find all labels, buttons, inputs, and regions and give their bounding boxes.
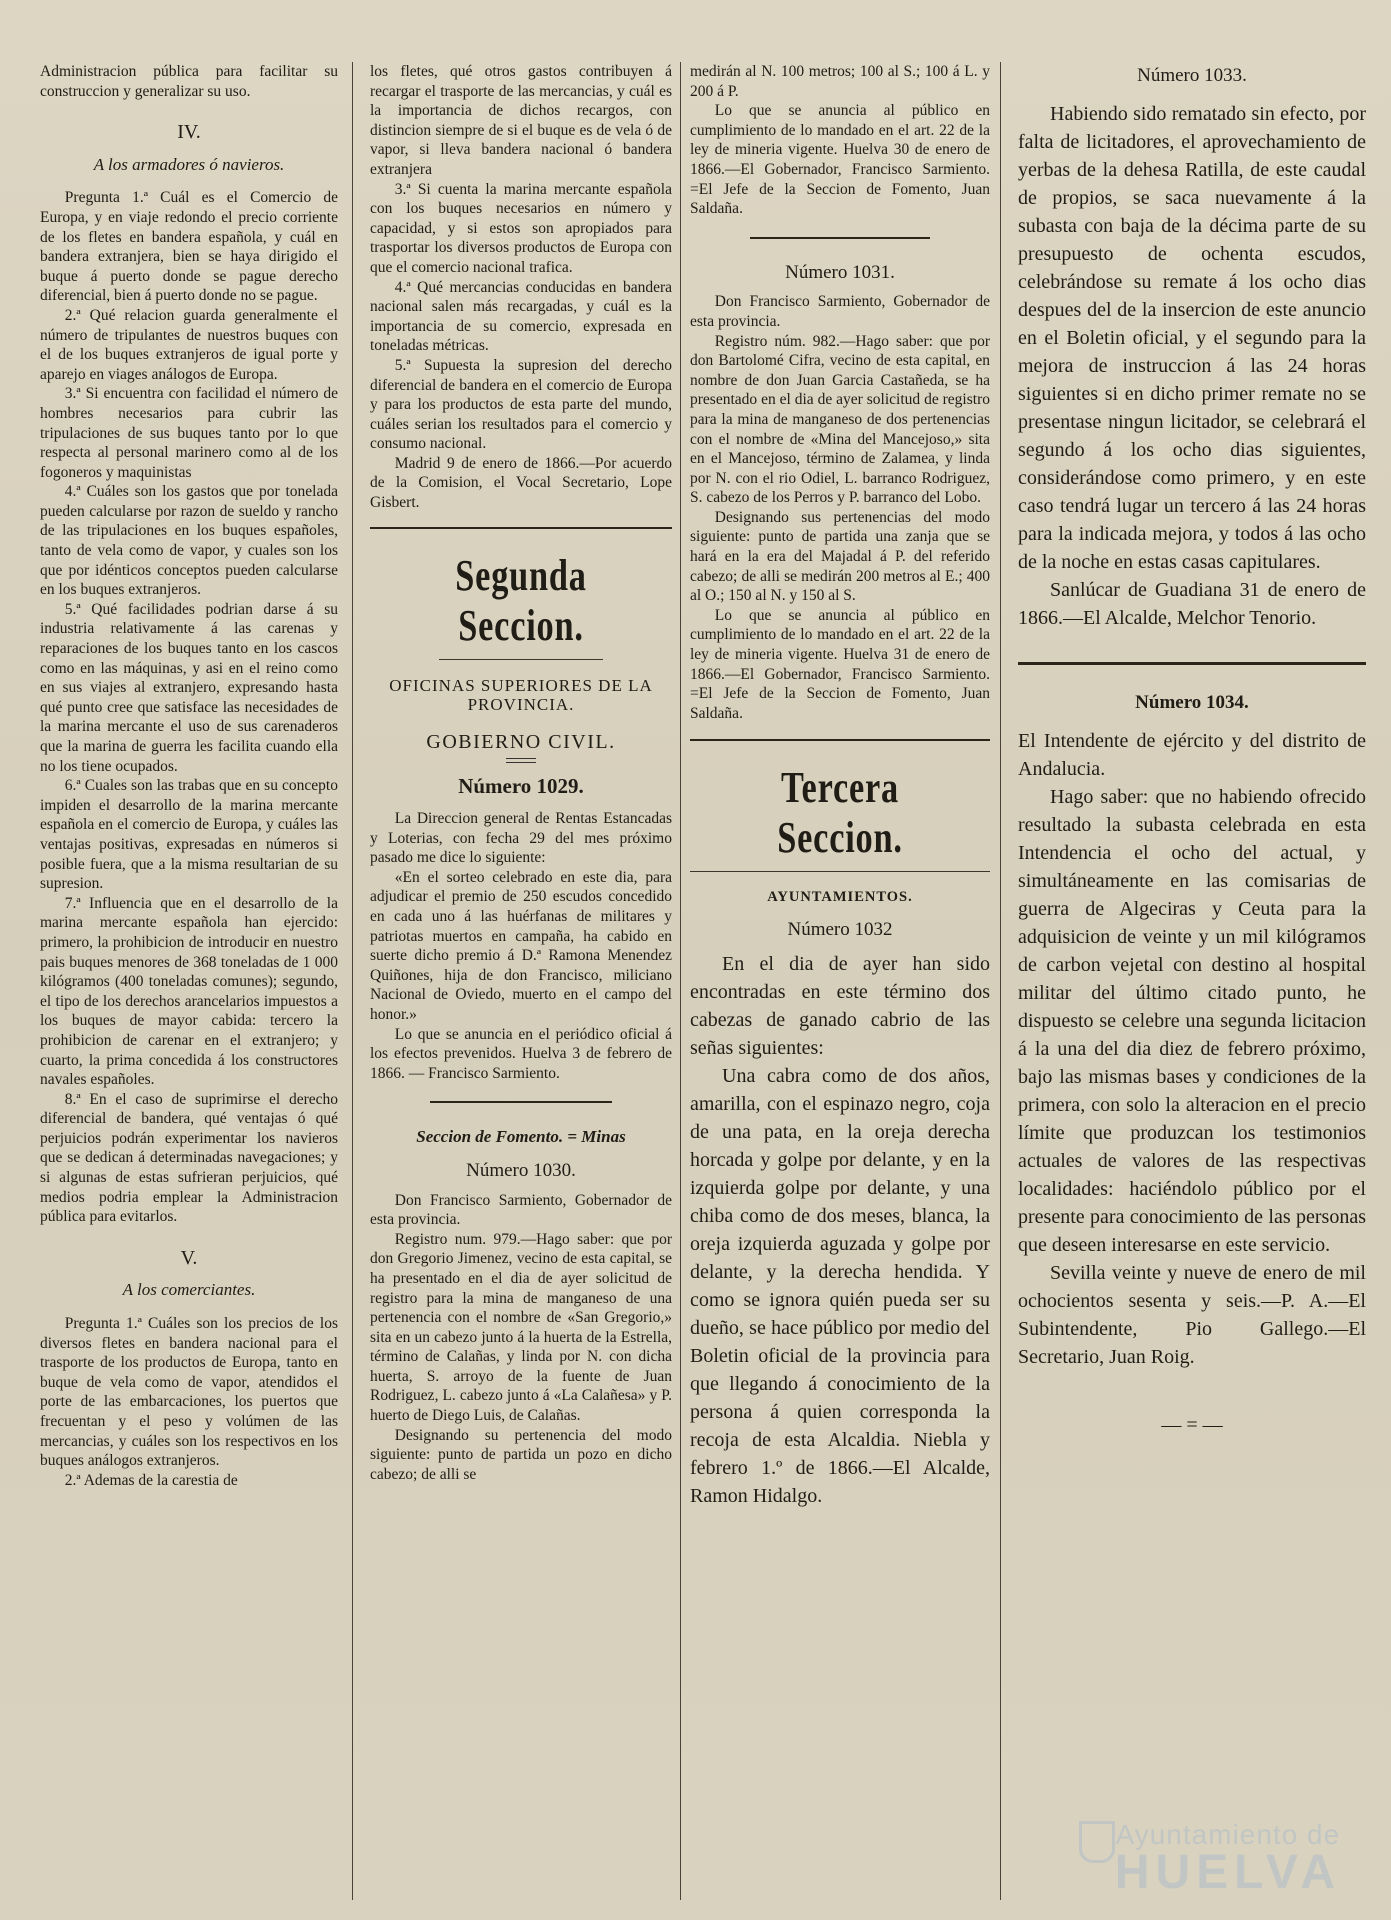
signature: Madrid 9 de enero de 1866.—Por acuerdo de la Comision, el Vocal Secretario, Lope Gisbert. (370, 454, 672, 512)
paragraph: Hago saber: que no habiendo ofrecido resultado la subasta celebrada en esta Intendencia el ocho del actual, y simultáneamente en las comisarias de guerra de Algeciras y Ceuta para la adquisicion de veinte y un mil kilógramos de carbon vejetal con destino al hospital militar del último citado punto, he dispuesto se celebre una segunda licitacion á la una del dia diez de febrero próximo, bajo las mismas bases y condiciones de la primera, con solo la alteracion en el precio límite que produzcan los testimonios actuales de valores de las respectivas localidades: haciéndolo público por el presente para conocimiento de las personas que deseen interesarse en este servicio. (1018, 786, 1366, 1256)
paragraph: 2.ª Qué relacion guarda generalmente el número de tripulantes de nuestros buques con el de los buques extranjeros de igual porte y aparejo en viages análogos de Europa. (40, 306, 338, 383)
section-heading: Segunda Seccion. (455, 550, 587, 650)
paragraph: En el dia de ayer han sido encontradas en este término dos cabezas de ganado cabrio de las señas siguientes: (690, 952, 990, 1059)
paragraph: 7.ª Influencia que en el desarrollo de la marina mercante española han ejercido: primero, la prohibicion de introducir en nuestro pais buques menores de 368 toneladas de 1 000 kilógramos (400 toneladas comunes); segundo, el tipo de los derechos arancelarios impuestos a los buques de mayor cabida: tercero la prohibicion de carenar en el extranjero; y cuarto, la prima concedida á los constructores navales españoles. (40, 894, 338, 1089)
divider (506, 758, 536, 763)
paragraph: Administracion pública para facilitar su construccion y generalizar su uso. (40, 63, 338, 100)
column-rule (680, 62, 681, 1900)
paragraph: 6.ª Cuales son las trabas que en su concepto impiden el desarrollo de la marina mercante española en el comercio de Europa, y cuáles las ventajas positivas, expresadas en números si posible fuera, que a la misma resultarian de su supresion. (40, 777, 338, 893)
section-subtitle: Seccion de Fomento. = Minas (416, 1127, 626, 1147)
paragraph: 8.ª En el caso de suprimirse el derecho diferencial de bandera, qué ventajas ó qué perjuicios podrán experimentar los navieros que se dedican á determinadas navegaciones; y si algunas de estas sufrieran perjuicios, qué medios podria emplear la Administracion pública para evitarlos. (40, 1090, 338, 1226)
paragraph: Designando su pertenencia del modo siguiente: punto de partida un pozo en dicho cabezo; de alli se (370, 1426, 672, 1483)
office-heading: GOBIERNO CIVIL. (426, 730, 616, 753)
paragraph: 2.ª Ademas de la carestia de (64, 1471, 238, 1489)
paragraph: El Intendente de ejército y del distrito de Andalucia. (1018, 730, 1366, 780)
column-4 (1018, 62, 1366, 1900)
ornament-divider (439, 659, 602, 660)
watermark-line: Ayuntamiento de (1115, 1819, 1341, 1850)
paragraph: Sanlúcar de Guadiana 31 de enero de 1866.—El Alcalde, Melchor Tenorio. (1018, 579, 1366, 629)
paragraph: Lo que se anuncia al público en cumplimiento de lo mandado en el art. 22 de la ley de mineria vigente. Huelva 30 de enero de 1866.—El Gobernador, Francisco Sarmiento. =El Jefe de la Seccion de Fomento, Juan Saldaña. (690, 102, 990, 218)
end-ornament: — = — (1161, 1414, 1223, 1436)
watermark-title: HUELVA (1114, 1846, 1341, 1899)
paragraph: Habiendo sido rematado sin efecto, por falta de licitadores, el aprovechamiento de yerbas de la dehesa Ratilla, de este caudal de propios, se saca nuevamente á la subasta con baja de la décima parte de su presupuesto de ochenta escudos, celebrándose su remate á los ocho dias despues del de la insercion de este anuncio en el Boletin oficial, y el segundo para la mejora de instruccion á las 24 horas siguientes si en dicho primer remate no se presentase ningun licitador, se celebrará el segundo á los ocho dias siguientes, considerándose como primero, y en este caso tendrá lugar un tercero á las 24 horas para la indicada mejora, y todos á las ocho de la noche en estas casas capitulares. (1018, 103, 1366, 573)
paragraph: Don Francisco Sarmiento, Gobernador de esta provincia. (370, 1191, 672, 1229)
paragraph: Lo que se anuncia en el periódico oficial á los efectos prevenidos. Huelva 3 de febrero de 1866. — Francisco Sarmiento. (370, 1025, 672, 1082)
office-heading: OFICINAS SUPERIORES DE LA PROVINCIA. (389, 675, 653, 715)
column-1 (40, 62, 338, 1900)
divider (690, 739, 990, 741)
section-number: V. (180, 1246, 198, 1269)
shield-icon (1079, 1821, 1115, 1863)
paragraph: Sevilla veinte y nueve de enero de mil ochocientos sesenta y seis.—P. A.—El Subintendente, Pio Gallego.—El Secretario, Juan Roig. (1018, 1262, 1366, 1368)
column-3 (690, 62, 990, 1900)
paragraph: 4.ª Qué mercancias conducidas en bandera nacional salen más recargadas, y cuál es la importancia de su comercio, expresada en toneladas métricas. (370, 278, 672, 355)
notice-number: Número 1032 (787, 919, 893, 940)
column-rule (1000, 62, 1001, 1900)
paragraph: Pregunta 1.ª Cuál es el Comercio de Europa, y en viaje redondo el precio corriente de los fletes en bandera española, y cuál en bandera extranjera, bien se haya dirigido el buque á puerto donde se pague derecho diferencial, bien á puerto donde no se pague. (40, 189, 338, 305)
column-2 (370, 62, 672, 1900)
paragraph: Registro num. 979.—Hago saber: que por don Gregorio Jimenez, vecino de esta capital, se ha presentado en el dia de ayer solicitud de registro para la mina de manganeso de una pertenencia con el nombre de «San Gregorio,» sita en un cabezo junto á la huerta de la Estrella, término de Calañas, y linda por N. con dicha huerta, S. arroyo de la fuente de Juan Rodriguez, L. cabezo junto á «La Calañesa» y P. huerto de Diego Luis, de Calañas. (370, 1230, 672, 1425)
section-subtitle: A los comerciantes. (122, 1280, 256, 1300)
paragraph: 5.ª Supuesta la supresion del derecho diferencial de bandera en el comercio de Europa y para los productos de esta parte del mundo, cuáles serian los resultados para el comercio y consumo nacional. (370, 356, 672, 453)
notice-number: Número 1031. (785, 261, 895, 283)
paragraph: medirán al N. 100 metros; 100 al S.; 100 á L. y 200 á P. (690, 63, 990, 100)
divider (750, 237, 930, 239)
divider (690, 871, 990, 872)
paragraph: La Direccion general de Rentas Estancadas y Loterias, con fecha 29 del mes próximo pasado me dice lo siguiente: (370, 810, 672, 867)
notice-number: Número 1030. (466, 1159, 576, 1181)
column-rule (352, 62, 353, 1900)
notice-number: Número 1033. (1137, 65, 1247, 86)
paragraph: Una cabra como de dos años, amarilla, con el espinazo negro, coja de una pata, en la oreja derecha horcada y golpe por delante, y en la izquierda golpe por delante, y una chiba como de dos meses, blanca, la oreja izquierda aguzada y golpe por delante, y la derecha hendida. Y como se ignora quién pueda ser su dueño, se hace público por medio del Boletin oficial de la provincia para que llegando á conocimiento de la persona á quien corresponda la recoja de esta Alcaldia. Niebla y febrero 1.º de 1866.—El Alcalde, Ramon Hidalgo. (690, 1064, 990, 1507)
paragraph: 4.ª Cuáles son los gastos que por tonelada pueden calcularse por razon de sueldo y rancho de las tripulaciones en los buques españoles, tanto de vela como de vapor, y cuales son los que por idénticos conceptos pueden calcularse en los buques extranjeros. (40, 483, 338, 599)
section-number: IV. (177, 121, 201, 144)
paragraph: 3.ª Si cuenta la marina mercante española con los buques necesarios en número y capacidad, y si estos son apropiados para trasportar los diversos productos de Europa con que el comercio nacional trafica. (370, 180, 672, 276)
ayuntamiento-watermark (1114, 1819, 1341, 1899)
paragraph: «En el sorteo celebrado en este dia, para adjudicar el premio de 250 escudos concedido en cada uno á las huérfanas de militares y patriotas muertos en campaña, ha cabido en suerte dicho premio á D.ª Ramona Menendez Quiñones, hija de don Francisco, miliciano Nacional de Oviedo, muerto en el campo del honor.» (370, 868, 672, 1023)
divider (430, 1101, 611, 1103)
paragraph: Don Francisco Sarmiento, Gobernador de esta provincia. (690, 293, 990, 330)
paragraph: 5.ª Qué facilidades podrian darse á su industria relativamente á las carenas y reparaciones de los buques tanto en los cascos como en las máquinas, y asi en el reino como en sus viajes al extranjero, expresando hasta qué punto cree que satisface las necesidades de la marina mercante el uso de sus carenaderos que la marina de guerra les facilita cuando ella no los tiene ocupados. (40, 600, 338, 775)
paragraph: los fletes, qué otros gastos contribuyen á recargar el trasporte de las mercancias, y cuál es la importancia de dichos recargos, con distincion siempre de si el buque es de vela ó de vapor, si lleva bandera nacional ó bandera extranjera (370, 63, 672, 178)
section-heading: Tercera Seccion. (777, 763, 903, 863)
paragraph: Registro núm. 982.—Hago saber: que por don Bartolomé Cifra, vecino de esta capital, en nombre de don Juan Garcia Castañeda, se ha presentado en el dia de ayer solicitud de registro para la mina de manganeso de dos pertenencias con el nombre de «Mina del Mancejoso,» sita en el Mancejoso, término de Zalamea, y linda por N. con el rio Odiel, L. barranco Rodriguez, S. cabezo de los Perros y P. barranco del Lobo. (690, 332, 990, 507)
paragraph: Designando sus pertenencias del modo siguiente: punto de partida una zanja que se hará en la era del Majadal á P. del referido cabezo; de alli se medirán 200 metros al E.; 400 al O.; 150 al N. y 150 al S. (690, 508, 990, 605)
section-subtitle: A los armadores ó navieros. (93, 154, 285, 174)
divider (370, 527, 672, 529)
paragraph: 3.ª Si encuentra con facilidad el número de hombres necesarios para cubrir las tripulaciones de sus buques tanto por lo que respecta al personal marinero como al de los fogoneros y maquinistas (40, 385, 338, 481)
notice-number: Número 1034. (1135, 692, 1249, 713)
paragraph: Lo que se anuncia al público en cumplimiento de lo mandado en el art. 22 de la ley de mineria vigente. Huelva 31 de enero de 1866.—El Gobernador, Francisco Sarmiento. =El Jefe de la Seccion de Fomento, Juan Saldaña. (690, 606, 990, 722)
paragraph: Pregunta 1.ª Cuáles son los precios de los diversos fletes en bandera nacional para el trasporte de los productos de Europa, tanto en buque de vela como de vapor, atendidos el porte de las embarcaciones, los puertos que frecuentan y el peso y volúmen de las mercancias, y cuáles son los respectivos en los buques análogos extranjeros. (40, 1315, 338, 1470)
notice-number: Número 1029. (458, 774, 584, 799)
divider (1018, 662, 1366, 665)
office-heading: AYUNTAMIENTOS. (767, 889, 913, 906)
